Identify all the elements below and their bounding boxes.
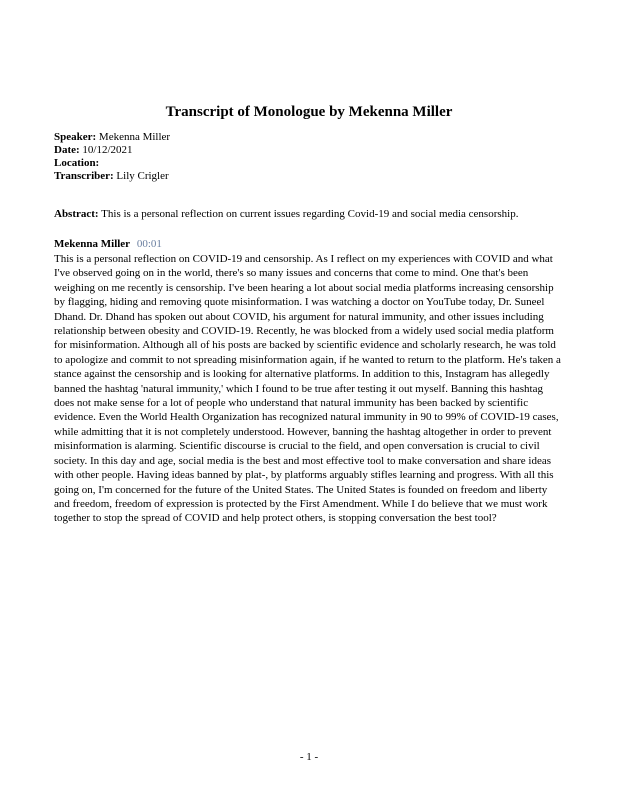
page-number: - 1 -	[299, 751, 319, 763]
transcriber-row	[54, 170, 564, 183]
speaker-row	[54, 131, 564, 144]
date-label: Date:	[54, 144, 80, 156]
location-label: Location:	[54, 157, 100, 169]
metadata-block	[54, 131, 564, 183]
transcriber-value: Lily Crigler	[116, 170, 169, 182]
abstract-block	[54, 208, 564, 221]
transcriber-label: Transcriber:	[54, 170, 114, 182]
speaker-value: Mekenna Miller	[98, 131, 171, 143]
date-row	[54, 144, 564, 157]
document-title: Transcript of Monologue by Mekenna Miller	[165, 104, 453, 120]
location-row	[54, 157, 564, 170]
transcript-timestamp[interactable]: 00:01	[136, 238, 162, 250]
date-value: 10/12/2021	[82, 144, 133, 156]
transcript-speaker-name: Mekenna Miller	[54, 238, 131, 250]
abstract-text: This is a personal reflection on current issues regarding Covid-19 and social media censorship.	[101, 208, 519, 220]
abstract-label: Abstract:	[54, 208, 99, 220]
transcript-speaker-line	[54, 238, 564, 251]
speaker-label: Speaker:	[54, 131, 97, 143]
transcript-body: This is a personal reflection on COVID-19 and censorship. As I reflect on my experiences with COVID and what I've observed going on in the world, there's so many issues and concerns that come to mind. One that's been weighing on me recently is censorship. I've been hearing a lot about social media platforms increasing censorship by flagging, hiding and removing quote misinformation. I was watching a doctor on YouTube today, Dr. Suneel Dhand. Dr. Dhand has spoken out about COVID, his argument for natural immunity, and other issues including relationship between obesity and COVID-19. Recently, he was blocked from a widely used social media platform for misinformation. Although all of his posts are backed by scientific evidence and scholarly research, he was told to apologize and commit to not spreading misinformation again, if he wanted to return to the platform. He's taken a stance against the censorship and is looking for alternative platforms. In addition to this, Instagram has allegedly banned the hashtag 'natural immunity,' which I found to be true after testing it out myself. Banning this hashtag does not make sense for a lot of people who understand that natural immunity has been backed by scientific evidence. Even the World Health Organization has recognized natural immunity in 90 to 99% of COVID-19 cases, while admitting that it is not completely understood. However, banning the hashtag altogether in order to prevent misinformation is alarming. Scientific discourse is crucial to the field, and open conversation is crucial to civil society. In this day and age, social media is the best and most effective tool to make conversation and share ideas with other people. Having ideas banned by plat-, by platforms arguably stifles learning and progress. With all this going on, I'm concerned for the future of the United States. The United States is founded on freedom and liberty and freedom, freedom of expression is protected by the First Amendment. While I do believe that we must work together to stop the spread of COVID and help protect others, is stopping conversation the best tool?	[54, 253, 561, 525]
